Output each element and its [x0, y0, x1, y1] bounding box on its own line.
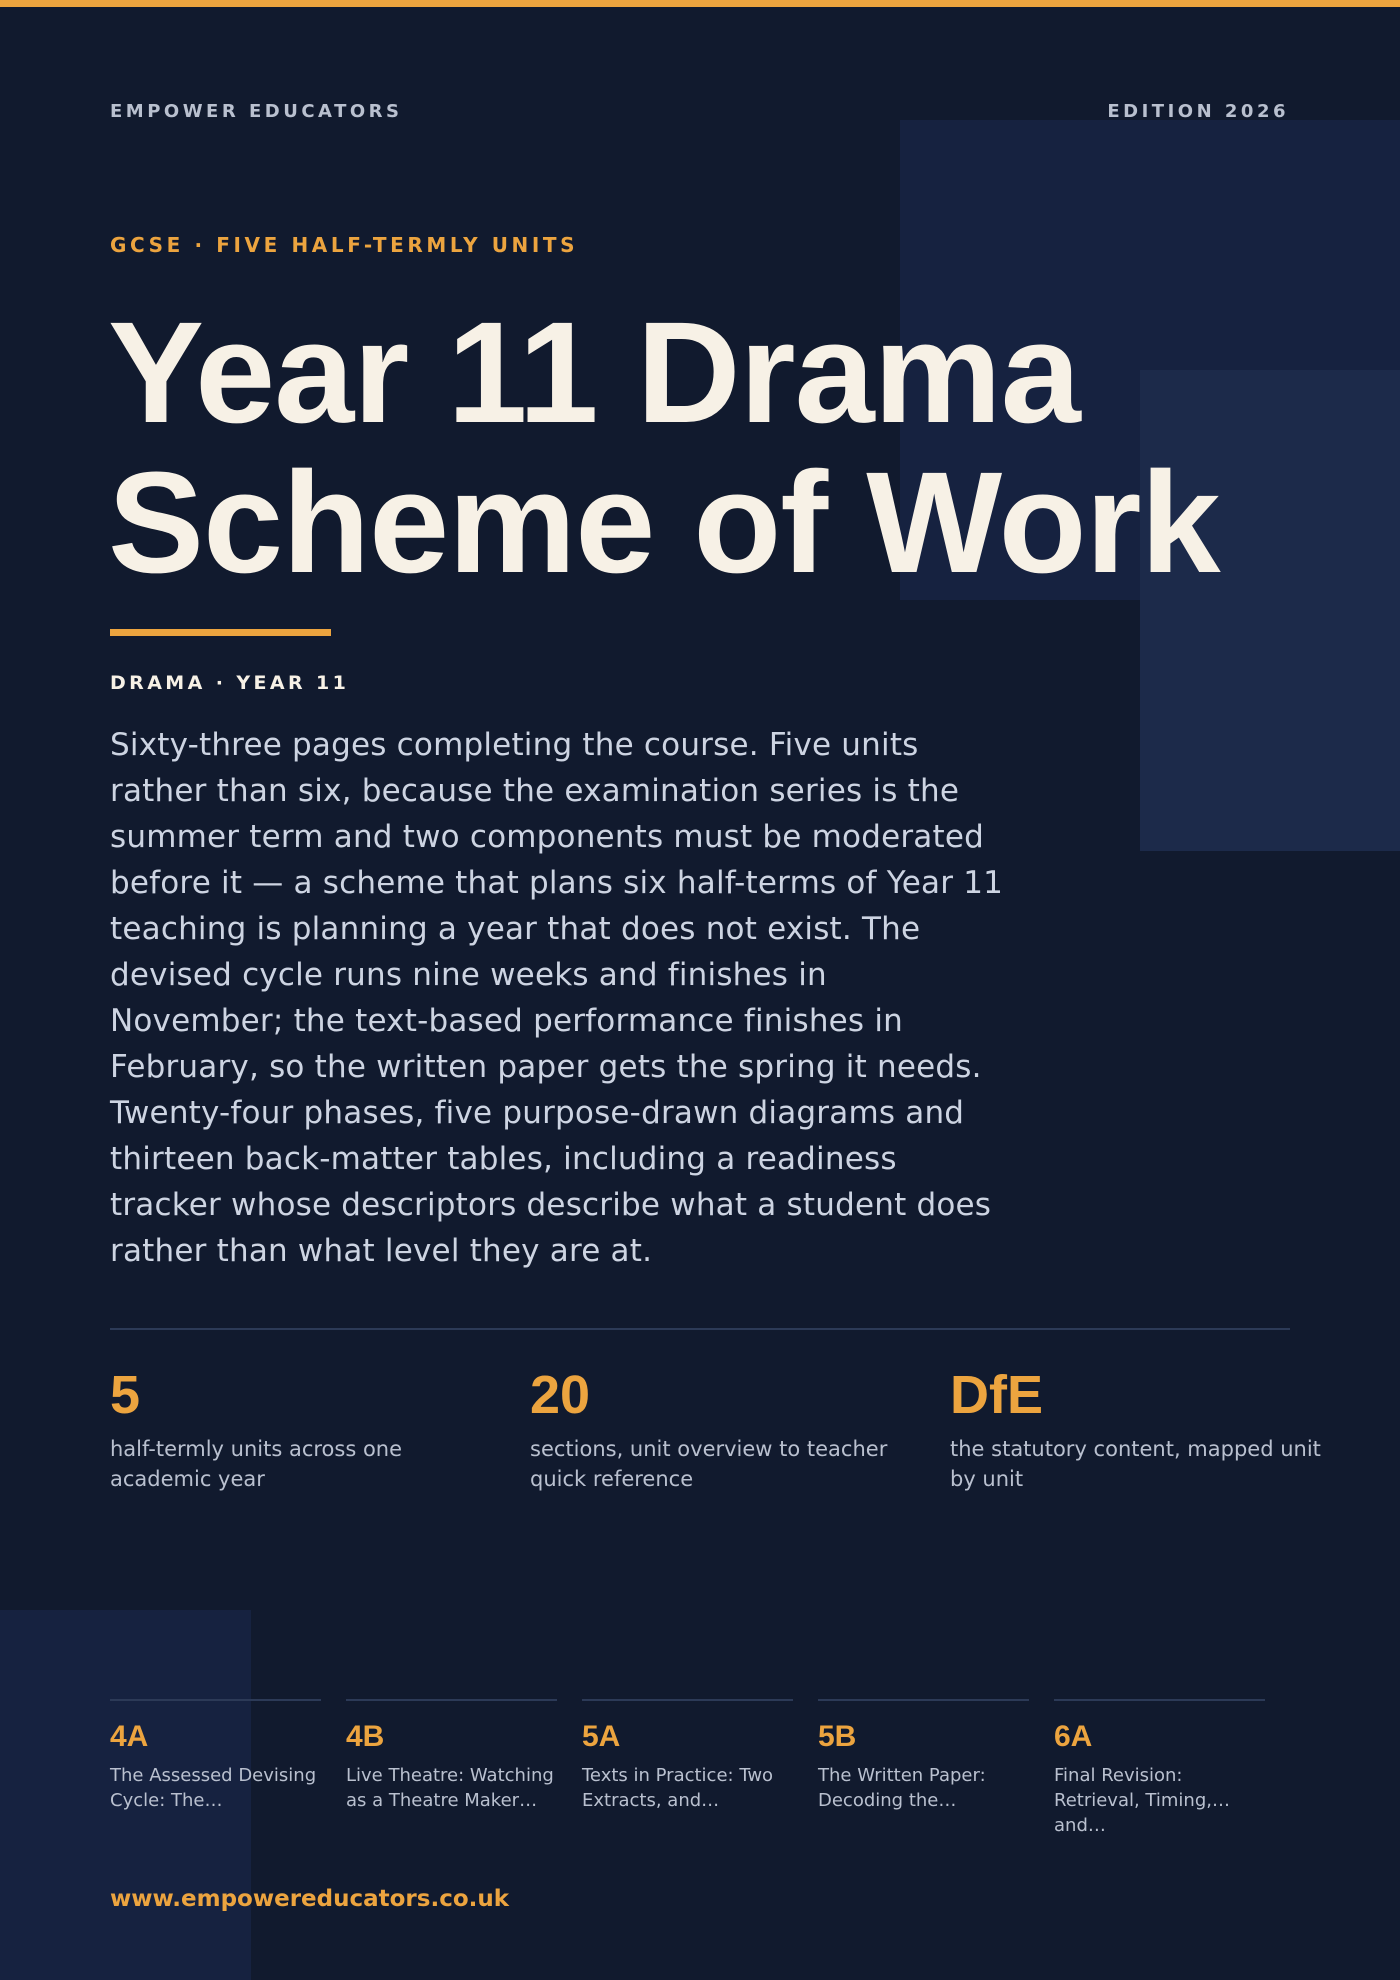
unit-title: The Written Paper: Decoding the…	[818, 1765, 986, 1811]
page-title	[108, 292, 1358, 603]
subject-label: DRAMA · YEAR 11	[110, 672, 350, 694]
stat-label: sections, unit overview to teacher quick reference	[530, 1437, 888, 1491]
title-line: Scheme of Work	[108, 442, 1220, 603]
unit-code: 4A	[110, 1720, 149, 1753]
unit-card	[582, 1699, 793, 1813]
unit-card	[346, 1699, 557, 1813]
unit-code: 6A	[1054, 1720, 1093, 1753]
stat-label: half-termly units across one academic year	[110, 1437, 403, 1491]
stat-block	[950, 1362, 1330, 1494]
stat-block	[110, 1362, 490, 1494]
title-line: Year 11 Drama	[108, 292, 1080, 453]
stat-value: 20	[530, 1365, 591, 1425]
unit-code: 5B	[818, 1720, 857, 1753]
divider	[110, 1328, 1290, 1330]
unit-code: 4B	[346, 1720, 385, 1753]
lede-paragraph: Sixty-three pages completing the course. Five units rather than six, because the examination series is the summer term and two components must be moderated before it — a scheme that plans six half-terms of Year 11 teaching is planning a year that does not exist. The devised cycle runs nine weeks and finishes in November; the text-based performance finishes in February, so the written paper gets the spring it needs. Twenty-four phases, five purpose-drawn diagrams and thirteen back-matter tables, including a readiness tracker whose descriptors describe what a student does rather than what level they are at.	[110, 727, 1004, 1269]
stat-label: the statutory content, mapped unit by unit	[950, 1437, 1321, 1491]
unit-title: Final Revision: Retrieval, Timing, and…	[1054, 1765, 1212, 1836]
unit-title: Live Theatre: Watching as a Theatre Maker…	[346, 1765, 554, 1811]
unit-card	[818, 1699, 1029, 1813]
unit-title: Texts in Practice: Two Extracts, and…	[582, 1765, 774, 1811]
kicker: GCSE · FIVE HALF-TERMLY UNITS	[110, 233, 579, 257]
unit-code: 5A	[582, 1720, 621, 1753]
unit-title: The Assessed Devising Cycle: The…	[110, 1765, 317, 1811]
stat-value: 5	[110, 1365, 141, 1425]
title-underline	[110, 629, 331, 636]
stat-block	[530, 1362, 910, 1494]
edition-label: EDITION 2026	[1107, 101, 1289, 122]
brand-name: EMPOWER EDUCATORS	[110, 101, 403, 122]
unit-card	[1054, 1699, 1265, 1836]
accent-top-bar	[0, 0, 1400, 7]
unit-card	[110, 1699, 321, 1813]
stat-value: DfE	[950, 1365, 1043, 1425]
website-link[interactable]: www.empowereducators.co.uk	[110, 1886, 510, 1912]
